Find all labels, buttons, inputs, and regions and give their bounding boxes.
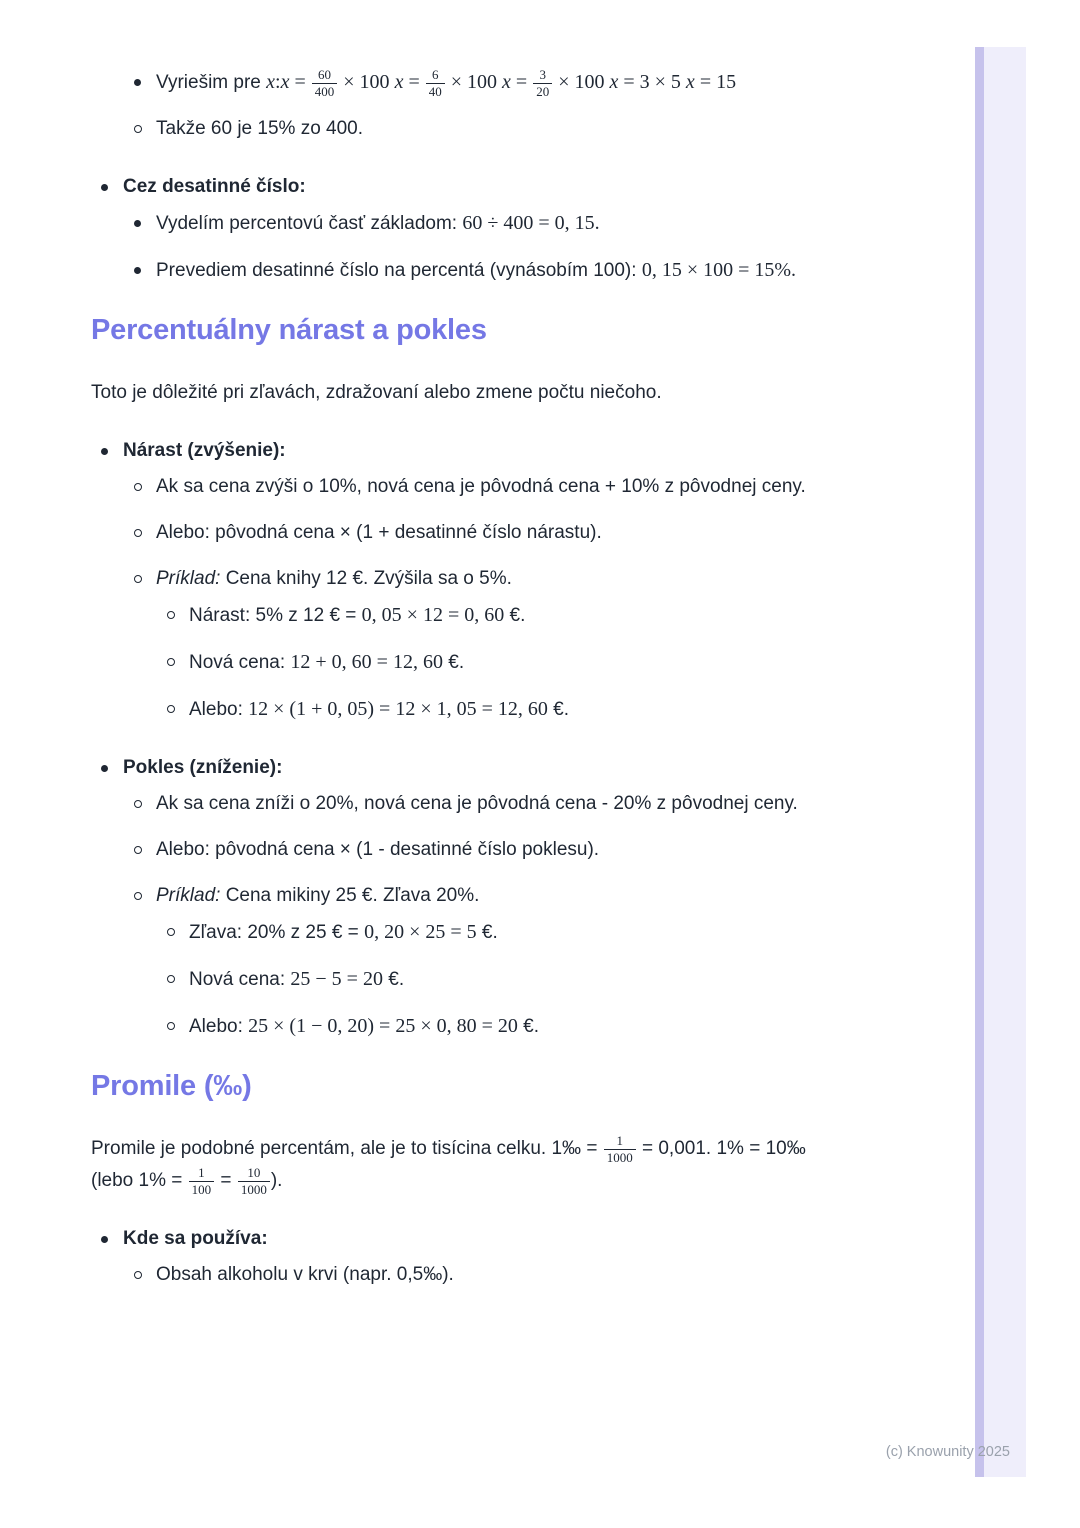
fraction-numerator: 1 — [604, 1134, 636, 1150]
text-segment: 25 − 5 = 20 — [290, 968, 383, 990]
bullet-circle-icon — [167, 1010, 189, 1043]
fraction-denominator: 1000 — [240, 1182, 267, 1198]
text-segment: €. — [504, 605, 526, 626]
bullet-circle-icon — [134, 471, 156, 503]
text-segment: × 100 — [553, 71, 610, 93]
text-segment: Nárast (zvýšenie): — [123, 440, 286, 461]
fraction-denominator: 400 — [314, 84, 335, 100]
list-item-text — [156, 563, 830, 595]
text-segment: = 15 — [694, 71, 737, 93]
text-segment: Takže 60 je 15% zo 400. — [156, 118, 364, 139]
copyright-footer: (c) Knowunity 2025 — [885, 1444, 1010, 1460]
fraction-denominator: 40 — [428, 84, 442, 100]
fraction-denominator: 1000 — [606, 1150, 633, 1166]
text-segment: x — [280, 71, 290, 93]
list-item — [101, 435, 830, 467]
text-segment: 12 × (1 + 0, 05) = 12 × 1, 05 = 12, 60 — [248, 698, 548, 720]
text-segment: Prevediem desatinné číslo na percentá (vynásobím 100): — [156, 260, 642, 281]
text-segment: Alebo: — [189, 699, 249, 720]
bullet-circle-icon — [167, 646, 189, 679]
text-segment: Promile je podobné percentám, ale je to tisícina celku. 1‰ = — [91, 1138, 603, 1159]
bullet-circle-icon — [167, 693, 189, 726]
text-segment: €. — [476, 922, 498, 943]
bullet-circle-icon — [167, 599, 189, 632]
list-item-text — [156, 517, 830, 549]
text-segment: Zľava: 20% z 25 € = — [189, 922, 365, 943]
list-item — [134, 788, 830, 820]
list-item-text — [156, 1259, 830, 1291]
text-segment: Ak sa cena zníži o 20%, nová cena je pôvodná cena - 20% z pôvodnej ceny. — [156, 793, 798, 814]
bullet-circle-icon — [167, 916, 189, 949]
text-segment: €. — [442, 652, 465, 673]
list-item — [134, 1259, 830, 1291]
list-item-text — [189, 599, 830, 632]
text-segment: = — [510, 71, 533, 93]
list-item — [134, 254, 830, 287]
text-segment: 0, 20 × 25 = 5 — [364, 921, 477, 943]
text-segment: x — [685, 71, 695, 93]
list-item-text — [123, 1223, 830, 1255]
text-segment: 60 ÷ 400 = 0, 15. — [462, 212, 600, 234]
text-segment: x — [394, 71, 404, 93]
text-segment: Obsah alkoholu v krvi (napr. 0,5‰). — [156, 1264, 454, 1285]
text-segment: Cena mikiny 25 €. Zľava 20%. — [220, 885, 480, 906]
bullet-circle-icon — [167, 963, 189, 996]
bullet-circle-icon — [134, 880, 156, 912]
text-segment: Pokles (zníženie): — [123, 757, 283, 778]
text-segment: : — [275, 71, 281, 93]
text-segment: Alebo: pôvodná cena × (1 + desatinné číslo nárastu). — [156, 522, 602, 543]
fraction — [532, 68, 553, 98]
paragraph — [91, 377, 830, 409]
list-item — [134, 207, 830, 240]
text-segment: = 0,001. 1% = 10‰ (lebo 1% = — [91, 1138, 806, 1191]
list-item — [167, 693, 830, 726]
text-segment: x — [502, 71, 511, 93]
list-item-text — [156, 880, 830, 912]
list-item — [134, 113, 830, 145]
bullet-disc-icon — [101, 752, 123, 784]
bullet-circle-icon — [134, 834, 156, 866]
text-segment: 12 + 0, 60 = 12, 60 — [290, 651, 443, 673]
fraction — [237, 1166, 271, 1196]
fraction-denominator: 20 — [536, 84, 550, 100]
list-item-text — [156, 834, 830, 866]
list-item-text — [189, 693, 830, 726]
list-item-text — [189, 963, 830, 996]
list-item-text — [156, 788, 830, 820]
list-item — [101, 171, 830, 203]
text-segment: = — [215, 1170, 237, 1191]
fraction — [603, 1134, 637, 1164]
list-item-text — [189, 1010, 830, 1043]
fraction — [425, 68, 446, 98]
list-item — [134, 563, 830, 595]
list-item — [167, 963, 830, 996]
section-heading: Percentuálny nárast a pokles — [91, 314, 487, 346]
text-segment: × 100 — [445, 71, 503, 93]
list-item-text — [156, 113, 830, 145]
text-segment: Vyriešim pre — [156, 72, 267, 93]
text-segment: Príklad: — [156, 568, 221, 589]
bullet-circle-icon — [134, 1259, 156, 1291]
text-segment: = 3 × 5 — [618, 71, 686, 93]
text-segment: × 100 — [338, 71, 395, 93]
text-segment: €. — [547, 699, 569, 720]
list-item-text — [156, 471, 830, 503]
list-item — [167, 916, 830, 949]
fraction-numerator: 10 — [238, 1166, 270, 1182]
list-item-text — [189, 916, 830, 949]
bullet-disc-icon — [134, 254, 156, 287]
fraction-numerator: 1 — [189, 1166, 215, 1182]
list-item-text — [156, 254, 830, 287]
list-item-text — [156, 66, 830, 99]
paragraph — [91, 1133, 830, 1197]
text-segment: = — [289, 71, 311, 93]
list-item — [134, 880, 830, 912]
fraction — [311, 68, 339, 98]
text-segment: Cena knihy 12 €. Zvýšila sa o 5%. — [220, 568, 512, 589]
list-item — [167, 599, 830, 632]
fraction-numerator: 6 — [426, 68, 445, 84]
list-item-text — [123, 171, 830, 203]
text-segment: Alebo: pôvodná cena × (1 - desatinné číslo poklesu). — [156, 839, 600, 860]
fraction — [188, 1166, 216, 1196]
text-segment: ). — [270, 1170, 283, 1191]
list-item-text — [156, 207, 830, 240]
list-item — [167, 1010, 830, 1043]
text-segment: = — [403, 71, 425, 93]
fraction-denominator: 100 — [191, 1182, 212, 1198]
list-item-text — [123, 435, 830, 467]
text-segment: €. — [517, 1016, 539, 1037]
bullet-disc-icon — [134, 207, 156, 240]
bullet-circle-icon — [134, 113, 156, 145]
list-item — [134, 66, 830, 99]
fraction-numerator: 3 — [533, 68, 552, 84]
text-segment: Toto je dôležité pri zľavách, zdražovaní alebo zmene počtu niečoho. — [91, 382, 662, 403]
list-item — [167, 646, 830, 679]
list-item — [134, 834, 830, 866]
text-segment: x — [266, 71, 276, 93]
bullet-disc-icon — [101, 171, 123, 203]
text-segment: Nová cena: — [189, 652, 291, 673]
list-item — [101, 1223, 830, 1255]
list-item — [134, 471, 830, 503]
bullet-disc-icon — [101, 435, 123, 467]
text-segment: €. — [382, 969, 405, 990]
text-segment: Príklad: — [156, 885, 221, 906]
section-heading: Promile (‰) — [91, 1070, 252, 1102]
text-segment: Nová cena: — [189, 969, 291, 990]
text-segment: x — [609, 71, 619, 93]
text-segment: Ak sa cena zvýši o 10%, nová cena je pôvodná cena + 10% z pôvodnej ceny. — [156, 476, 806, 497]
text-segment: 0, 05 × 12 = 0, 60 — [361, 604, 505, 626]
text-segment: Cez desatinné číslo: — [123, 176, 306, 197]
text-segment: 0, 15 × 100 = 15%. — [641, 259, 797, 281]
bullet-disc-icon — [101, 1223, 123, 1255]
bullet-circle-icon — [134, 563, 156, 595]
list-item-text — [123, 752, 830, 784]
fraction-numerator: 60 — [312, 68, 338, 84]
text-segment: Nárast: 5% z 12 € = — [189, 605, 362, 626]
text-segment: 25 × (1 − 0, 20) = 25 × 0, 80 = 20 — [248, 1015, 518, 1037]
bullet-circle-icon — [134, 788, 156, 820]
list-item-text — [189, 646, 830, 679]
text-segment: Alebo: — [189, 1016, 249, 1037]
list-item — [134, 517, 830, 549]
bullet-disc-icon — [134, 66, 156, 99]
text-segment: Vydelím percentovú časť základom: — [156, 213, 463, 234]
bullet-circle-icon — [134, 517, 156, 549]
text-segment: Kde sa používa: — [123, 1228, 268, 1249]
list-item — [101, 752, 830, 784]
